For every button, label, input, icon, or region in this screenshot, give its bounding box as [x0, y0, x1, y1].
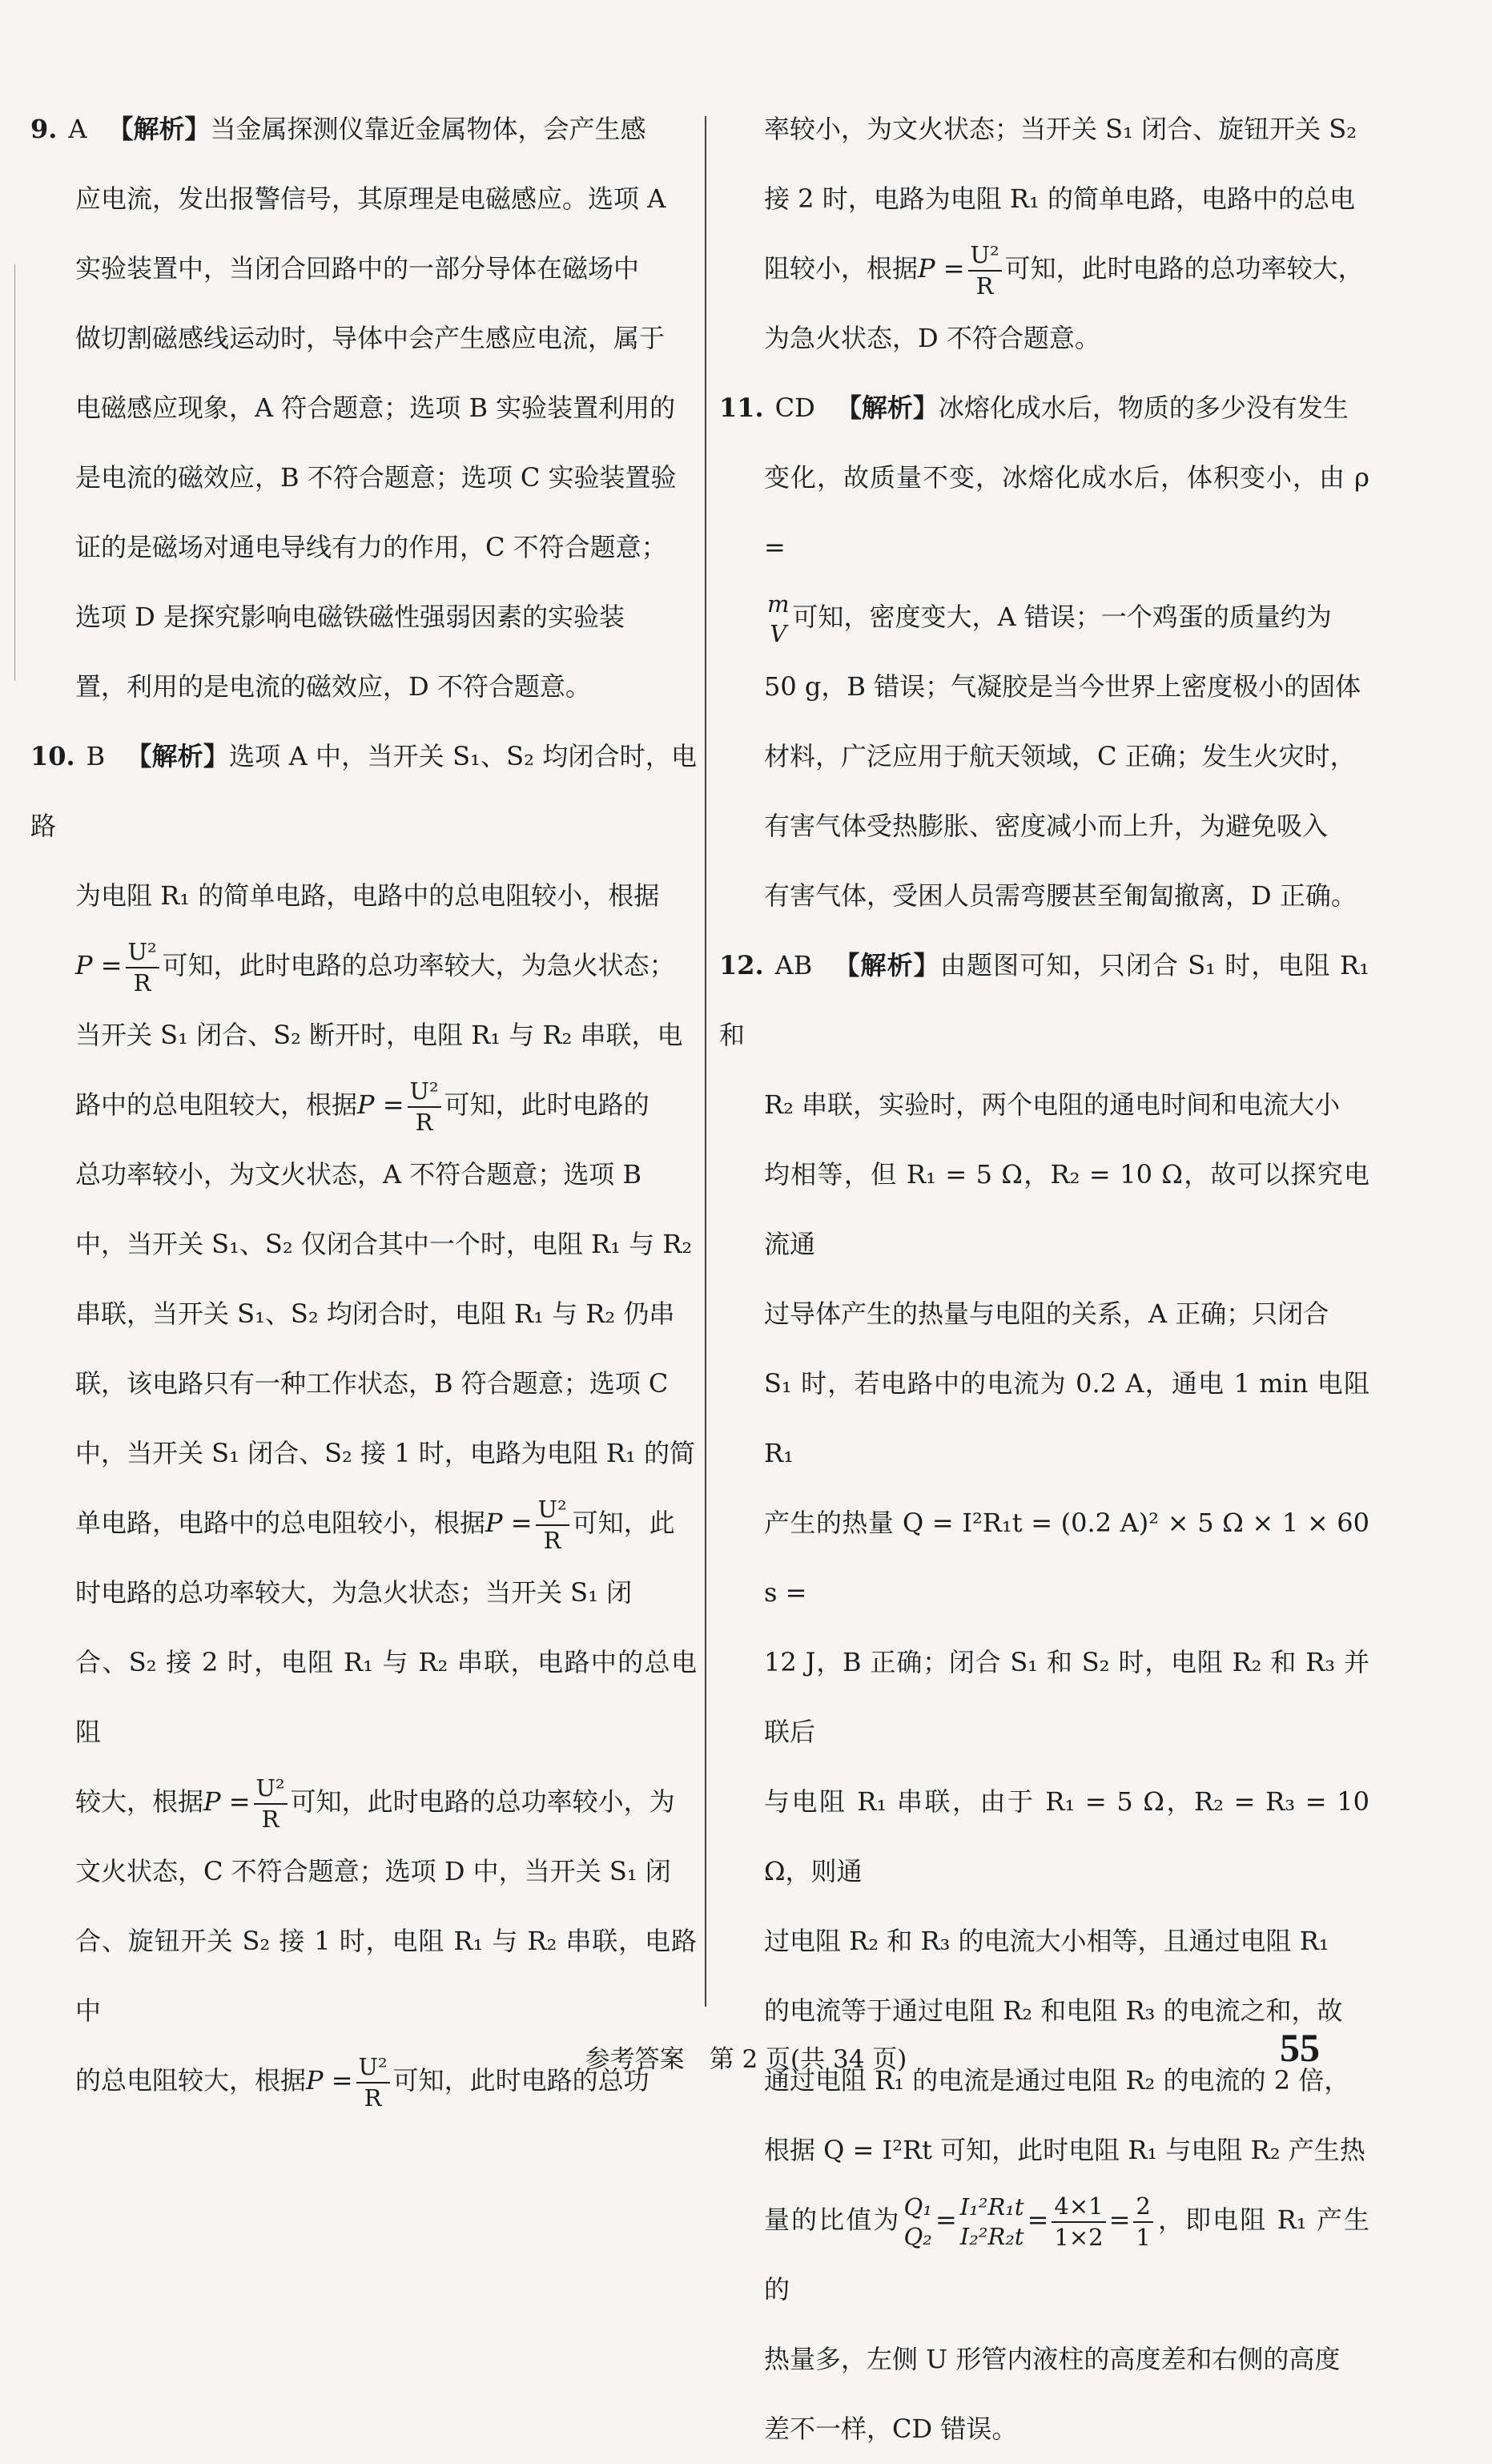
q11-number: 11. [719, 393, 764, 423]
q9-line: 是电流的磁效应，B 不符合题意；选项 C 实验装置验 [75, 462, 677, 493]
q9-line: 证的是磁场对通电导线有力的作用，C 不符合题意； [75, 532, 667, 562]
q12-line: 的电流等于通过电阻 R₂ 和电阻 R₃ 的电流之和，故 [764, 1995, 1343, 2026]
q9-answer: A [68, 114, 87, 144]
q9-line: 做切割磁感线运动时，导体中会产生感应电流，属于 [75, 323, 666, 353]
fraction-denominator: R [261, 1805, 279, 1833]
q12-line: 与电阻 R₁ 串联，由于 R₁ = 5 Ω，R₂ = R₃ = 10 Ω，则通 [764, 1786, 1369, 1886]
q9-line: 实验装置中，当闭合回路中的一部分导体在磁场中 [75, 253, 640, 284]
fraction-result [1133, 2192, 1152, 2252]
fraction-numerator: U² [356, 2052, 390, 2083]
fraction-u2-over-r [968, 240, 1002, 300]
q10-text: 可知，此时电路的总功率较小，为 [290, 1786, 675, 1817]
q10-text: 阻较小，根据 [764, 253, 919, 284]
q10-text: 较大，根据 [75, 1786, 204, 1817]
question-12 [719, 931, 1369, 2464]
q10-text: 可知，此 [572, 1508, 675, 1538]
q10-line: 总功率较小，为文火状态，A 不符合题意；选项 B [75, 1159, 641, 1190]
q10-text: 可知，此时电路的 [444, 1089, 649, 1120]
q10-line-1 [30, 722, 697, 861]
q9-line: 置，利用的是电流的磁效应，D 不符合题意。 [75, 671, 591, 702]
fraction-denominator: V [770, 619, 787, 647]
fraction-q1-over-q2 [904, 2192, 932, 2251]
q10-line: 文火状态，C 不符合题意；选项 D 中，当开关 S₁ 闭 [75, 1856, 671, 1886]
fraction-denominator: 1 [1136, 2223, 1151, 2251]
q10-line: 接 2 时，电路为电阻 R₁ 的简单电路，电路中的总电 [764, 183, 1355, 214]
fraction-numerator: U² [536, 1495, 569, 1525]
formula-lhs: P = [75, 950, 123, 980]
q9-text: 当金属探测仪靠近金属物体，会产生感 [210, 114, 646, 144]
fraction-numerator: U² [126, 937, 159, 968]
q10-tag: 【解析】 [126, 741, 229, 771]
fraction-denominator: Q₂ [903, 2222, 932, 2250]
q11-text: 冰熔化成水后，物质的多少没有发生 [938, 393, 1349, 423]
q11-answer: CD [774, 393, 815, 423]
q10-text: 选项 A 中，当开关 S₁、S₂ 均闭合时，电路 [30, 741, 697, 841]
fraction-u2-over-r [536, 1495, 569, 1555]
q11-line-1 [719, 373, 1369, 443]
fraction-numerator: U² [408, 1077, 441, 1107]
question-9 [30, 95, 697, 722]
q12-text: 量的比值为 [764, 2204, 901, 2235]
q12-line: 通过电阻 R₁ 的电流是通过电阻 R₂ 的电流的 2 倍， [764, 2065, 1350, 2096]
margin-line [14, 264, 15, 681]
q9-line: 电磁感应现象，A 符合题意；选项 B 实验装置利用的 [75, 393, 676, 423]
q10-line: 为急火状态，D 不符合题意。 [764, 323, 1100, 353]
q11-line: 变化，故质量不变，冰熔化成水后，体积变小，由 ρ = [764, 462, 1369, 562]
equals-sign: = [935, 2204, 957, 2235]
q11-line [719, 582, 1369, 652]
q11-tag: 【解析】 [835, 393, 939, 423]
fraction-numerator: m [767, 590, 790, 618]
q10-line: 当开关 S₁ 闭合、S₂ 断开时，电阻 R₁ 与 R₂ 串联，电 [75, 1020, 683, 1050]
q10-line: 率较小，为文火状态；当开关 S₁ 闭合、旋钮开关 S₂ [764, 114, 1357, 144]
fraction-numeric [1052, 2192, 1105, 2252]
q12-line: 热量多，左侧 U 形管内液柱的高度差和右侧的高度 [764, 2344, 1341, 2374]
q12-text: ，即电阻 R₁ 产生的 [764, 2204, 1369, 2305]
q11-text: 可知，密度变大，A 错误；一个鸡蛋的质量约为 [792, 602, 1332, 632]
q12-line: 产生的热量 Q = I²R₁t = (0.2 A)² × 5 Ω × 1 × 60 s = [764, 1508, 1369, 1608]
q10-text: 的总电阻较大，根据 [75, 2065, 307, 2096]
fraction-denominator: R [133, 968, 151, 996]
fraction-numerator: U² [254, 1774, 288, 1804]
fraction-denominator: R [415, 1108, 433, 1136]
fraction-u2-over-r [126, 937, 159, 997]
question-10-continued [719, 95, 1369, 373]
q11-line: 有害气体受热膨胀、密度减小而上升，为避免吸入 [764, 811, 1329, 841]
q11-line: 材料，广泛应用于航天领域，C 正确；发生火灾时， [764, 741, 1356, 771]
q10-line: 为电阻 R₁ 的简单电路，电路中的总电阻较小，根据 [75, 880, 660, 911]
q10-line [30, 1070, 697, 1140]
q10-line: 串联，当开关 S₁、S₂ 均闭合时，电阻 R₁ 与 R₂ 仍串 [75, 1298, 675, 1329]
q10-line: 联，该电路只有一种工作状态，B 符合题意；选项 C [75, 1368, 669, 1399]
q10-text: 可知，此时电路的总功 [392, 2065, 649, 2096]
q9-line: 应电流，发出报警信号，其原理是电磁感应。选项 A [75, 183, 666, 214]
q10-text: 可知，此时电路的总功率较大， [1004, 253, 1364, 284]
fraction-numerator: 4×1 [1052, 2192, 1105, 2222]
q12-line: 差不一样，CD 错误。 [764, 2414, 1018, 2444]
fraction-numerator: I₁²R₁t [959, 2193, 1024, 2221]
question-10 [30, 722, 697, 2116]
q11-line: 有害气体，受困人员需弯腰甚至匍匐撤离，D 正确。 [764, 880, 1357, 911]
q9-line-1 [30, 95, 697, 164]
fraction-numerator: 2 [1133, 2192, 1152, 2222]
q12-line: 均相等，但 R₁ = 5 Ω，R₂ = 10 Ω，故可以探究电流通 [764, 1159, 1369, 1259]
q12-line-1 [719, 931, 1369, 1070]
fraction-m-over-v [767, 590, 790, 648]
q11-line: 50 g，B 错误；气凝胶是当今世界上密度极小的固体 [764, 671, 1361, 702]
fraction-numerator: Q₁ [903, 2193, 932, 2221]
q12-line: R₂ 串联，实验时，两个电阻的通电时间和电流大小 [764, 1089, 1341, 1120]
q12-line: S₁ 时，若电路中的电流为 0.2 A，通电 1 min 电阻 R₁ [764, 1368, 1369, 1468]
fraction-denominator: R [543, 1526, 561, 1554]
q9-line: 选项 D 是探究影响电磁铁磁性强弱因素的实验装 [75, 602, 625, 632]
q12-line: 过电阻 R₂ 和 R₃ 的电流大小相等，且通过电阻 R₁ [764, 1926, 1329, 1956]
fraction-denominator: 1×2 [1054, 2223, 1104, 2251]
q10-line: 中，当开关 S₁、S₂ 仅闭合其中一个时，电阻 R₁ 与 R₂ [75, 1229, 693, 1259]
q10-line [719, 234, 1369, 304]
q10-text: 单电路，电路中的总电阻较小，根据 [75, 1508, 486, 1538]
q10-number: 10. [30, 741, 75, 771]
q12-line: 根据 Q = I²Rt 可知，此时电阻 R₁ 与电阻 R₂ 产生热 [764, 2135, 1365, 2165]
q12-number: 12. [719, 950, 764, 980]
q10-line: 合、旋钮开关 S₂ 接 1 时，电阻 R₁ 与 R₂ 串联，电路中 [75, 1926, 697, 2026]
fraction-numerator: U² [968, 240, 1002, 271]
left-column [30, 95, 697, 2116]
q10-line: 合、S₂ 接 2 时，电阻 R₁ 与 R₂ 串联，电路中的总电阻 [75, 1647, 697, 1747]
q10-line: 中，当开关 S₁ 闭合、S₂ 接 1 时，电路为电阻 R₁ 的简 [75, 1438, 695, 1468]
right-column [719, 95, 1369, 2464]
fraction-u2-over-r [254, 1774, 288, 1834]
formula-lhs: P = [306, 2065, 353, 2096]
page-number: 55 [1280, 2025, 1320, 2070]
formula-lhs: P = [357, 1089, 404, 1120]
q9-tag: 【解析】 [107, 114, 211, 144]
q9-number: 9. [30, 114, 58, 144]
equals-sign: = [1108, 2204, 1131, 2235]
q12-text: 由题图可知，只闭合 S₁ 时，电阻 R₁ 和 [719, 950, 1369, 1050]
formula-lhs: P = [485, 1508, 533, 1538]
q12-answer: AB [774, 950, 813, 980]
page-footer: 参考答案 第 2 页(共 34 页) [585, 2045, 907, 2074]
q12-line: 12 J，B 正确；闭合 S₁ 和 S₂ 时，电阻 R₂ 和 R₃ 并联后 [764, 1647, 1369, 1747]
q12-line [719, 2185, 1369, 2325]
fraction-heat-ratio [960, 2192, 1024, 2251]
question-11 [719, 373, 1369, 931]
fraction-denominator: I₂²R₂t [959, 2222, 1024, 2250]
q10-text: 路中的总电阻较大，根据 [75, 1089, 358, 1120]
q10-line [30, 1767, 697, 1837]
q10-line [30, 1488, 697, 1558]
formula-lhs: P = [918, 253, 965, 284]
fraction-denominator: R [364, 2084, 382, 2112]
q10-line [30, 931, 697, 1000]
formula-lhs: P = [203, 1786, 251, 1817]
q10-answer: B [86, 741, 106, 771]
equals-sign: = [1027, 2204, 1049, 2235]
fraction-denominator: R [975, 272, 994, 300]
q10-line: 时电路的总功率较大，为急火状态；当开关 S₁ 闭 [75, 1577, 633, 1608]
column-divider [705, 116, 706, 2007]
q12-tag: 【解析】 [833, 950, 940, 980]
q12-line: 过导体产生的热量与电阻的关系，A 正确；只闭合 [764, 1298, 1329, 1329]
fraction-u2-over-r [408, 1077, 441, 1137]
q10-text: 可知，此时电路的总功率较大，为急火状态； [162, 950, 675, 980]
